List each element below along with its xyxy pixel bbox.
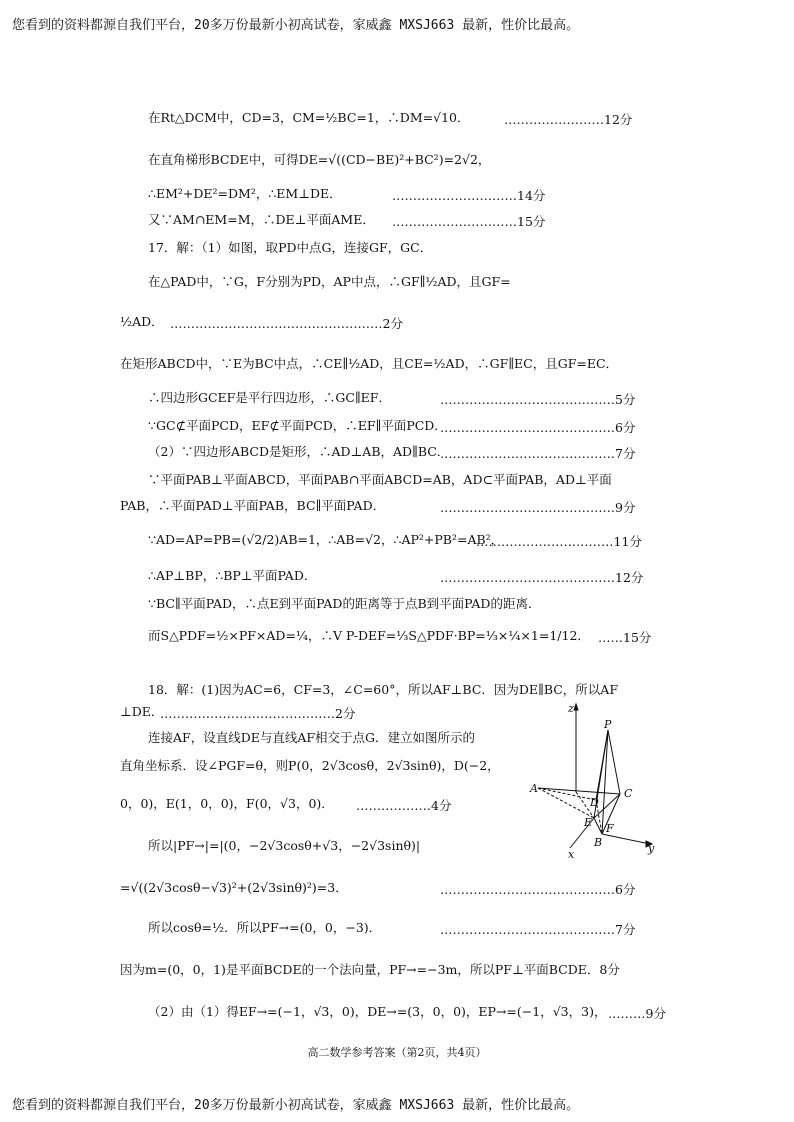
score-mark: ……………………………………12分 bbox=[440, 570, 644, 585]
score-mark: ……………………………………9分 bbox=[440, 500, 636, 515]
figure-label-z: z bbox=[568, 702, 574, 715]
text-line: ∴EM²+DE²=DM²，∴EM⊥DE． bbox=[148, 186, 342, 201]
score-mark: ……………………………………6分 bbox=[440, 420, 636, 435]
figure-label-e: E bbox=[584, 816, 593, 829]
figure-label-y: y bbox=[648, 842, 655, 855]
text-line: （2）由（1）得EF→=(−1，√3，0)，DE→=(3，0，0)，EP→=(−1，√3，3)， bbox=[148, 1004, 607, 1019]
score-mark: ………9分 bbox=[608, 1006, 666, 1021]
figure-label-f: F bbox=[606, 822, 614, 835]
text-line: 在矩形ABCD中，∵E为BC中点，∴CE∥½AD，且CE=½AD，∴GF∥EC，且GF=EC． bbox=[120, 356, 619, 371]
score-mark: …………………………14分 bbox=[392, 188, 546, 203]
text-line: 在直角梯形BCDE中，可得DE=√((CD−BE)²+BC²)=2√2， bbox=[148, 152, 491, 167]
page-footer: 高二数学参考答案（第2页，共4页） bbox=[307, 1046, 487, 1059]
score-mark: ……………………………………………2分 bbox=[170, 316, 403, 331]
score-mark: ……………………………………2分 bbox=[160, 706, 356, 721]
score-mark: …………………………15分 bbox=[392, 214, 546, 229]
text-line: 直角坐标系．设∠PGF=θ，则P(0，2√3cosθ，2√3sinθ)，D(−2， bbox=[120, 758, 500, 773]
text-line: （2）∵四边形ABCD是矩形，∴AD⊥AB，AD∥BC． bbox=[148, 444, 450, 459]
text-line: ⊥DE． bbox=[120, 704, 164, 719]
text-line: 在Rt△DCM中，CD=3，CM=½BC=1，∴DM=√10． bbox=[148, 110, 470, 125]
text-line: PAB，∴平面PAD⊥平面PAB，BC∥平面PAD． bbox=[120, 498, 386, 513]
figure-label-p: P bbox=[604, 718, 612, 731]
text-line: 因为m=(0，0，1)是平面BCDE的一个法向量，PF→=−3m，所以PF⊥平面BCDE．8分 bbox=[120, 962, 620, 977]
top-banner: 您看到的资料都源自我们平台，20多万份最新小初高试卷，家威鑫 MXSJ663 最新，性价比最高。 bbox=[12, 18, 580, 33]
text-line: =√((2√3cosθ−√3)²+(2√3sinθ)²)=3． bbox=[120, 880, 348, 895]
figure-label-d: D bbox=[590, 796, 599, 809]
score-mark: ……………………12分 bbox=[504, 112, 633, 127]
text-line: ∴AP⊥BP，∴BP⊥平面PAD． bbox=[148, 568, 317, 583]
score-mark: ……………………………………7分 bbox=[440, 922, 636, 937]
text-line: 17．解：（1）如图，取PD中点G，连接GF，GC． bbox=[148, 240, 433, 255]
figure-label-x: x bbox=[568, 848, 575, 861]
text-line: ∵平面PAB⊥平面ABCD，平面PAB∩平面ABCD=AB，AD⊂平面PAB，AD⊥平面 bbox=[148, 472, 612, 487]
text-line: 而S△PDF=½×PF×AD=¼，∴V P-DEF=⅓S△PDF·BP=⅓×¼×1=1/12． bbox=[148, 628, 590, 643]
text-line: 0，0)，E(1，0，0)，F(0，√3，0)． bbox=[120, 796, 334, 811]
text-line: 在△PAD中，∵G，F分别为PD，AP中点，∴GF∥½AD，且GF= bbox=[148, 274, 511, 289]
text-line: ∴四边形GCEF是平行四边形，∴GC∥EF． bbox=[148, 390, 391, 405]
text-line: 又∵AM∩EM=M，∴DE⊥平面AME． bbox=[148, 212, 375, 227]
text-line: ∵GC⊄平面PCD，EF⊄平面PCD，∴EF∥平面PCD． bbox=[148, 418, 447, 433]
text-line: ∵AD=AP=PB=(√2/2)AB=1，∴AB=√2，∴AP²+PB²=AB²， bbox=[148, 532, 504, 547]
score-mark: ………………4分 bbox=[356, 798, 452, 813]
bottom-banner: 您看到的资料都源自我们平台，20多万份最新小初高试卷，家威鑫 MXSJ663 最新，性价比最高。 bbox=[12, 1098, 580, 1113]
score-mark: ……………………………………6分 bbox=[440, 882, 636, 897]
figure-label-a: A bbox=[530, 782, 538, 795]
score-mark: ……………………………11分 bbox=[476, 534, 642, 549]
text-line: 所以cosθ=½．所以PF→=(0，0，−3)． bbox=[148, 920, 382, 935]
text-line: ∵BC∥平面PAD，∴点E到平面PAD的距离等于点B到平面PAD的距离． bbox=[148, 596, 541, 611]
text-line: 所以|PF→|=|(0，−2√3cosθ+√3，−2√3sinθ)| bbox=[148, 838, 421, 853]
pyramid-figure bbox=[528, 702, 668, 862]
score-mark: ……………………………………5分 bbox=[440, 392, 636, 407]
figure-label-b: B bbox=[594, 836, 603, 849]
figure-label-c: C bbox=[624, 787, 633, 800]
score-mark: ……………………………………7分 bbox=[440, 446, 636, 461]
text-line: ½AD． bbox=[120, 314, 164, 329]
text-line: 连接AF，设直线DE与直线AF相交于点G．建立如图所示的 bbox=[148, 730, 476, 745]
text-line: 18．解：(1)因为AC=6，CF=3，∠C=60°，所以AF⊥BC．因为DE∥BC，所以AF bbox=[148, 682, 619, 697]
score-mark: ……15分 bbox=[598, 630, 652, 645]
